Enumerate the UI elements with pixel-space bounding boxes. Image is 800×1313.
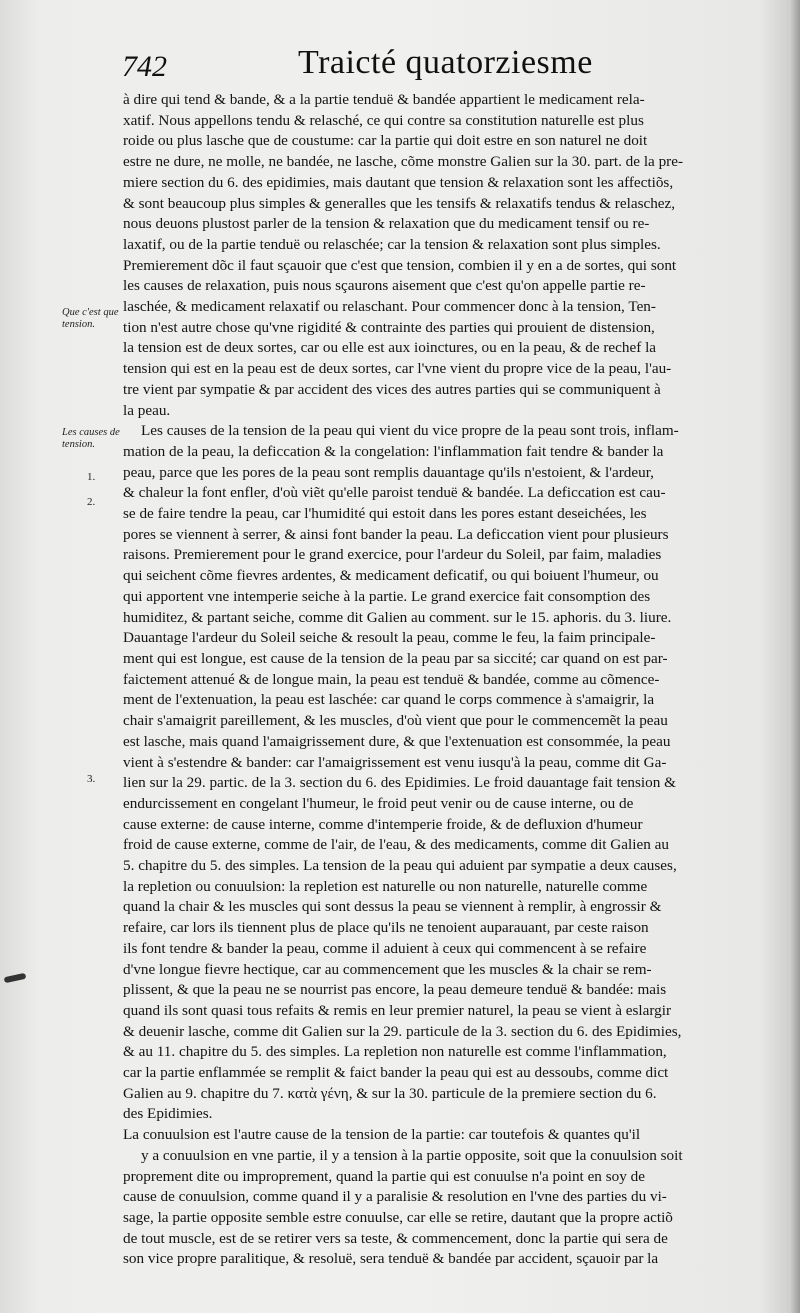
text-line: vient à s'estendre & bander: car l'amaigrissement est venu iusqu'à la peau, comme dit Ga- <box>123 753 667 771</box>
text-line: quand la chair & les muscles qui sont dessus la peau se viennent à remplir, à engrossir & <box>123 898 662 916</box>
text-line: chair s'amaigrit pareillement, & les muscles, d'où vient que pour le commencemẽt la peau <box>123 712 668 730</box>
text-line: refaire, car lors ils tiennent plus de place qu'ils ne tenoient auparauant, par ceste raison <box>123 919 649 937</box>
text-line: tion n'est autre chose qu'vne rigidité & contrainte des parties qui prouient de distension, <box>123 318 655 336</box>
text-line: xatif. Nous appellons tendu & relasché, ce qui contre sa constitution naturelle est plus <box>123 111 644 129</box>
text-line: raisons. Premierement pour le grand exercice, pour l'ardeur du Soleil, par faim, maladies <box>123 546 662 564</box>
text-line: qui seichent cõme fievres ardentes, & medicament deficatif, ou qui boiuent l'humeur, ou <box>123 567 659 585</box>
text-line: froid de cause externe, comme de l'air, de l'eau, & des medicaments, comme dit Galien au <box>123 836 669 854</box>
margin-note-tension: Que c'est que tension. <box>62 307 119 330</box>
text-line: laxatif, ou de la partie tenduë ou relaschée; car la tension & relaxation sont plus simples. <box>123 235 661 253</box>
text-line: des Epidimies. <box>123 1105 213 1123</box>
text-line: Les causes de la tension de la peau qui vient du vice propre de la peau sont trois, inflam- <box>141 422 679 440</box>
text-line: qui apportent vne intemperie seiche à la partie. Le grand exercice fait consomption des <box>123 587 651 605</box>
ink-mark <box>4 973 27 983</box>
text-line: cause externe: de cause interne, comme d'intemperie froide, & de defluxion d'humeur <box>123 815 643 833</box>
text-line: faictement attenué & de longue main, la peau est tenduë & bandée, comme au cõmence- <box>123 670 660 688</box>
page-header <box>0 44 800 94</box>
text-line: mation de la peau, la deficcation & la congelation: l'inflammation fait tendre & bander la <box>123 442 664 460</box>
text-line: humiditez, & partant seiche, comme dit Galien au comment. sur le 15. aphoris. du 3. liure. <box>123 608 672 626</box>
text-line: laschée, & medicament relaxatif ou relaschant. Pour commencer donc à la tension, Ten- <box>123 298 656 316</box>
text-line: miere section du 6. des epidimies, mais dautant que tension & relaxation sont les affectiõs, <box>123 173 674 191</box>
text-line: & sont beaucoup plus simples & generalles que les tensifs & relaxatifs tendus & relaschez, <box>123 194 676 212</box>
text-line: à dire qui tend & bande, & a la partie tenduë & bandée appartient le medicament rela- <box>123 91 645 108</box>
body-text <box>123 90 723 1270</box>
text-line: Dauantage l'ardeur du Soleil seiche & resoult la peau, comme le feu, la faim principale- <box>123 629 656 647</box>
text-line: est lasche, mais quand l'amaigrissement dure, & que l'extenuation est consommée, la peau <box>123 732 671 750</box>
text-line: la peau. <box>123 401 171 419</box>
text-line: roide ou plus lasche que de coustume: car la partie qui doit estre en son naturel ne doit <box>123 132 648 150</box>
text-line: ment qui est longue, est cause de la tension de la peau par sa siccité; car quand on est par- <box>123 649 668 667</box>
text-line: & deuenir lasche, comme dit Galien sur la 29. particule de la 3. section du 6. des Epidimies, <box>123 1022 682 1040</box>
text-line: la repletion ou conuulsion: la repletion est naturelle ou non naturelle, naturelle comme <box>123 877 648 895</box>
text-line: d'vne longue fievre hectique, car au commencement que les muscles & la chair se rem- <box>123 960 652 978</box>
text-line: ils font tendre & bander la peau, comme il aduient à ceux qui commencent à se refaire <box>123 939 647 957</box>
text-line: La conuulsion est l'autre cause de la tension de la partie: car toutefois & quantes qu'il <box>123 1126 641 1144</box>
text-line: & chaleur la font enfler, d'où viẽt qu'elle paroist tenduë & bandée. La deficcation est cau- <box>123 484 666 502</box>
text-line: y a conuulsion en vne partie, il y a tension à la partie opposite, soit que la conuulsion soit <box>141 1146 683 1164</box>
text-line: quand ils sont quasi tous refaits & remis en leur premier naturel, la peau se vient à eslargir <box>123 1001 671 1019</box>
margin-number-3: 3. <box>87 773 96 785</box>
running-title: Traicté quatorziesme <box>298 44 593 81</box>
page-number: 742 <box>122 50 167 83</box>
text-line: son vice propre paralitique, & resoluë, sera tenduë & bandée par accident, sçauoir par la <box>123 1250 659 1268</box>
text-line: la tension est de deux sortes, car ou elle est aux ioinctures, ou en la peau, & de rechef la <box>123 339 657 357</box>
margin-number-2: 2. <box>87 496 96 508</box>
text-line: endurcissement en congelant l'humeur, le froid peut venir ou de cause interne, ou de <box>123 794 634 812</box>
text-line: cause de conuulsion, comme quand il y a paralisie & resolution en l'vne des parties du vi- <box>123 1188 667 1206</box>
text-line: lien sur la 29. partic. de la 3. section du 6. des Epidimies. Le froid dauantage fait tension & <box>123 774 676 792</box>
text-line: & au 11. chapitre du 5. des simples. La repletion non naturelle est comme l'inflammation, <box>123 1043 667 1061</box>
margin-number-1: 1. <box>87 471 96 483</box>
text-line: plissent, & que la peau ne se nourrist pas encore, la peau demeure tenduë & bandée: mais <box>123 981 667 999</box>
text-line: les causes de relaxation, puis nous sçaurons aisement que c'est qu'on appelle partie re- <box>123 277 646 295</box>
text-line: se de faire tendre la peau, car l'humidité qui estoit dans les pores estant deseichées, les <box>123 505 647 523</box>
text-line: 5. chapitre du 5. des simples. La tension de la peau qui aduient par sympatie a deux causes, <box>123 857 677 875</box>
margin-note-causes: Les causes de tension. <box>62 427 120 450</box>
text-line: estre ne dure, ne molle, ne bandée, ne lasche, cõme monstre Galien sur la 30. part. de la pre- <box>123 153 684 171</box>
text-line: proprement dite ou improprement, quand la partie qui est conuulse n'a point en soy de <box>123 1167 645 1185</box>
text-line: Premierement dõc il faut sçauoir que c'est que tension, combien il y en a de sortes, qui sont <box>123 256 677 274</box>
text-line: peau, parce que les pores de la peau sont remplis dauantage qu'ils n'estoient, & l'ardeur, <box>123 463 654 481</box>
text-line: ment de l'extenuation, la peau est laschée: car quand le corps commence à s'amaigrir, la <box>123 691 655 709</box>
text-line: nous deuons plustost parler de la tension & relaxation que du medicament tensif ou re- <box>123 215 650 233</box>
text-line: car la partie enflammée se remplit & faict bander la peau qui est au dessoubs, comme dict <box>123 1064 669 1082</box>
text-line: de tout muscle, est de se retirer vers sa teste, & commencement, donc la partie qui sera de <box>123 1229 668 1247</box>
text-line: Galien au 9. chapitre du 7. κατὰ γένη, & sur la 30. particule de la premiere section du 6. <box>123 1084 657 1102</box>
text-line: pores se viennent à serrer, & ainsi font bander la peau. La deficcation vient pour plusieurs <box>123 525 669 543</box>
text-line: tre vient par sympatie & par accident des vices des autres parties qui se communiquent à <box>123 380 661 398</box>
text-line: tension qui est en la peau est de deux sortes, car l'vne vient du propre vice de la peau, l'au- <box>123 360 672 378</box>
text-line: sage, la partie opposite semble estre conuulse, car elle se retire, dautant que la propre actiõ <box>123 1208 673 1226</box>
